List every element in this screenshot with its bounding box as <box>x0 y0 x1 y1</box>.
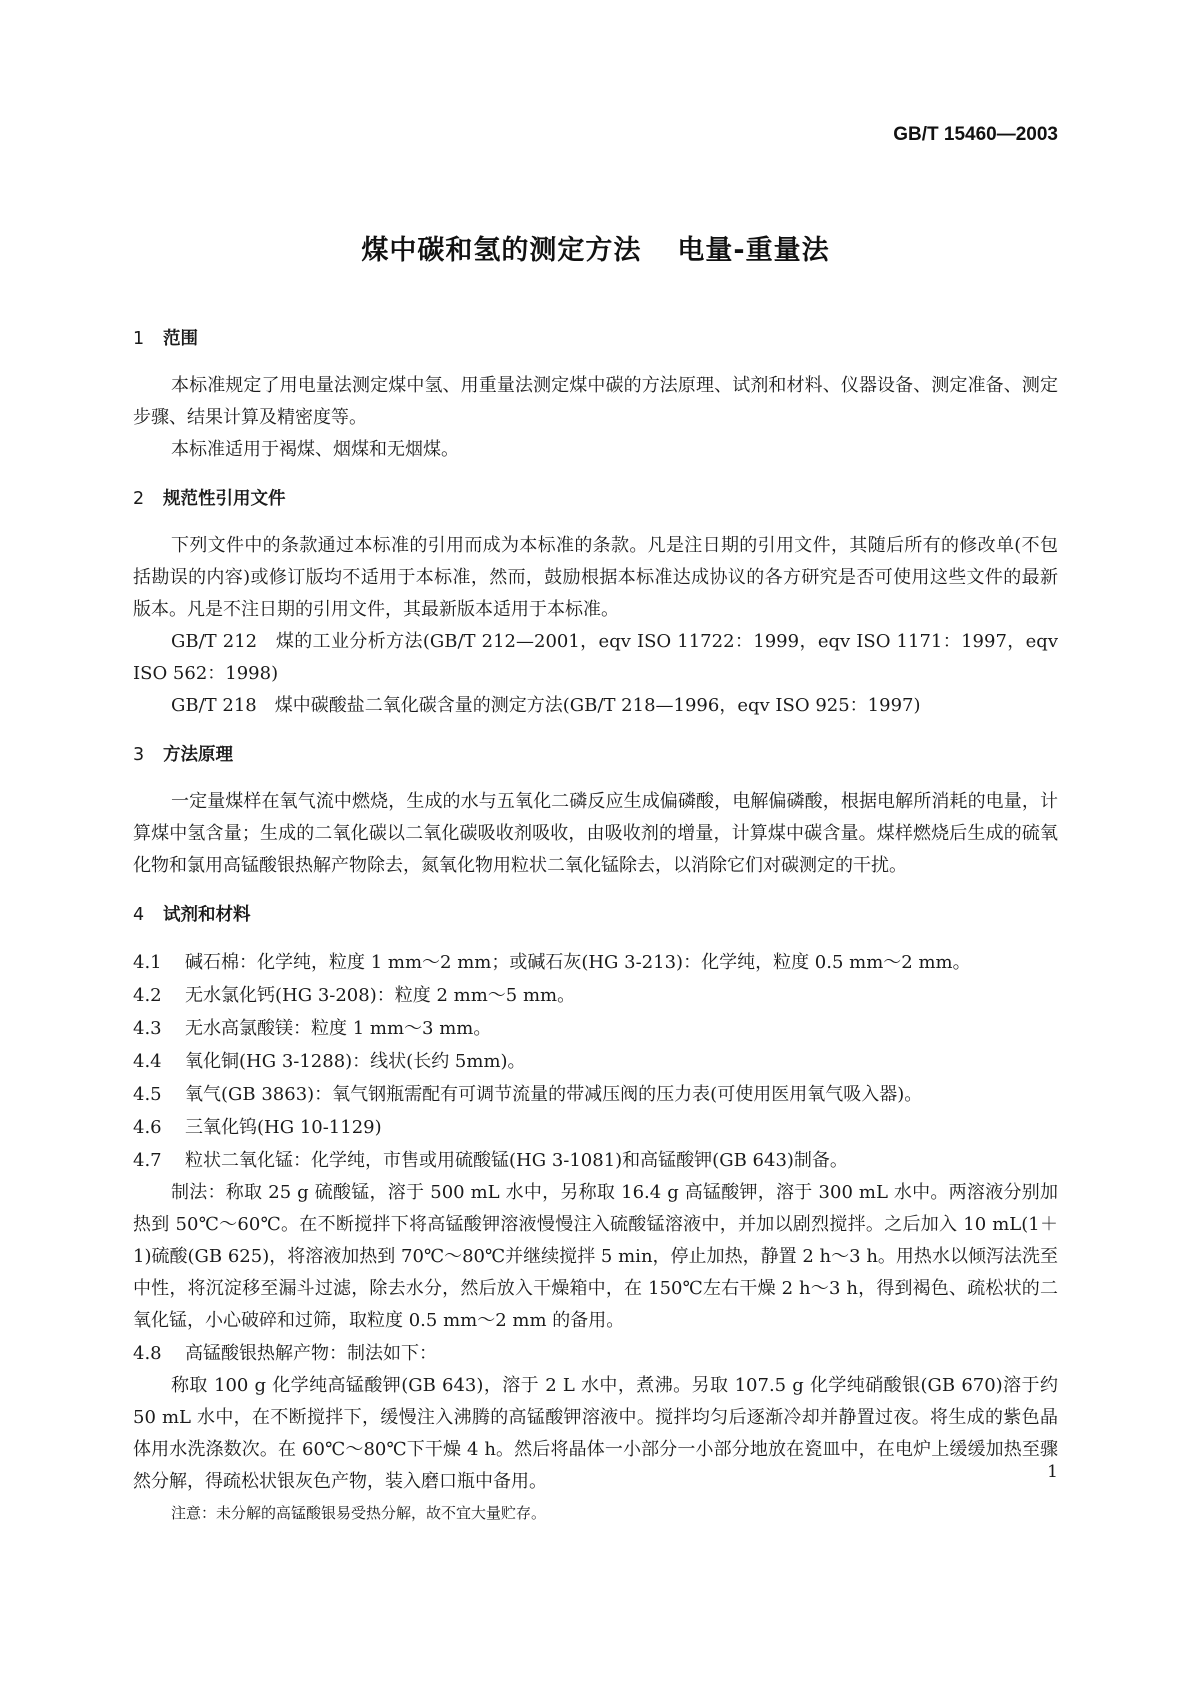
paragraph: 本标准规定了用电量法测定煤中氢、用重量法测定煤中碳的方法原理、试剂和材料、仪器设备、测定准备、测定步骤、结果计算及精密度等。 <box>133 375 1058 428</box>
paragraph: 本标准适用于褐煤、烟煤和无烟煤。 <box>171 439 459 460</box>
section-heading-reagents: 4 试剂和材料 <box>133 905 251 925</box>
list-item: 4.7 粒状二氧化锰：化学纯，市售或用硫酸锰(HG 3-1081)和高锰酸钾(GB 643)制备。 <box>133 1150 848 1171</box>
reference-entry: GB/T 212 煤的工业分析方法(GB/T 212—2001，eqv ISO 11722：1999，eqv ISO 1171：1997，eqv ISO 562：1998) <box>133 631 1058 684</box>
document-body <box>133 326 1058 1526</box>
title-part1: 煤中碳和氢的测定方法 <box>361 235 642 266</box>
paragraph: 下列文件中的条款通过本标准的引用而成为本标准的条款。凡是注日期的引用文件，其随后所有的修改单(不包括勘误的内容)或修订版均不适用于本标准，然而，鼓励根据本标准达成协议的各方研究是否可使用这些文件的最新版本。凡是不注日期的引用文件，其最新版本适用于本标准。 <box>133 535 1058 620</box>
paragraph: 制法：称取 25 g 硫酸锰，溶于 500 mL 水中，另称取 16.4 g 高锰酸钾，溶于 300 mL 水中。两溶液分别加热到 50℃～60℃。在不断搅拌下将高锰酸钾溶液慢慢注入硫酸锰溶液中，并加以剧烈搅拌。之后加入 10 mL(1＋1)硫酸(GB 625)，将溶液加热到 70℃～80℃并继续搅拌 5 min，停止加热，静置 2 h～3 h。用热水以倾泻法洗至中性，将沉淀移至漏斗过滤，除去水分，然后放入干燥箱中，在 150℃左右干燥 2 h～3 h，得到褐色、疏松状的二氧化锰，小心破碎和过筛，取粒度 0.5 mm～2 mm 的备用。 <box>133 1182 1058 1331</box>
standard-number: GB/T 15460—2003 <box>893 124 1058 145</box>
paragraph: 一定量煤样在氧气流中燃烧，生成的水与五氧化二磷反应生成偏磷酸，电解偏磷酸，根据电解所消耗的电量，计算煤中氢含量；生成的二氧化碳以二氧化碳吸收剂吸收，由吸收剂的增量，计算煤中碳含量。煤样燃烧后生成的硫氧化物和氯用高锰酸银热解产物除去，氮氧化物用粒状二氧化锰除去，以消除它们对碳测定的干扰。 <box>133 791 1058 876</box>
section-heading-scope: 1 范围 <box>133 329 198 349</box>
list-item: 4.8 高锰酸银热解产物：制法如下： <box>133 1343 437 1364</box>
list-item: 4.2 无水氯化钙(HG 3-208)：粒度 2 mm～5 mm。 <box>133 985 576 1006</box>
document-title <box>0 228 1191 267</box>
reference-entry: GB/T 218 煤中碳酸盐二氧化碳含量的测定方法(GB/T 218—1996，eqv ISO 925：1997) <box>171 695 921 716</box>
page-number: 1 <box>1047 1462 1058 1482</box>
list-item: 4.3 无水高氯酸镁：粒度 1 mm～3 mm。 <box>133 1018 492 1039</box>
note: 注意：未分解的高锰酸银易受热分解，故不宜大量贮存。 <box>171 1504 547 1522</box>
section-heading-principle: 3 方法原理 <box>133 745 233 765</box>
list-item: 4.5 氧气(GB 3863)：氧气钢瓶需配有可调节流量的带减压阀的压力表(可使用医用氧气吸入器)。 <box>133 1084 923 1105</box>
paragraph: 称取 100 g 化学纯高锰酸钾(GB 643)，溶于 2 L 水中，煮沸。另取 107.5 g 化学纯硝酸银(GB 670)溶于约 50 mL 水中，在不断搅拌下，缓慢注入沸腾的高锰酸钾溶液中。搅拌均匀后逐渐冷却并静置过夜。将生成的紫色晶体用水洗涤数次。在 60℃～80℃下干燥 4 h。然后将晶体一小部分一小部分地放在瓷皿中，在电炉上缓缓加热至骤然分解，得疏松状银灰色产物，装入磨口瓶中备用。 <box>133 1375 1058 1492</box>
title-part2: 电量-重量法 <box>677 235 830 266</box>
list-item: 4.4 氧化铜(HG 3-1288)：线状(长约 5mm)。 <box>133 1051 526 1072</box>
section-heading-normative-references: 2 规范性引用文件 <box>133 489 286 509</box>
list-item: 4.1 碱石棉：化学纯，粒度 1 mm～2 mm；或碱石灰(HG 3-213)：化学纯，粒度 0.5 mm～2 mm。 <box>133 952 971 973</box>
list-item: 4.6 三氧化钨(HG 10-1129) <box>133 1117 382 1138</box>
